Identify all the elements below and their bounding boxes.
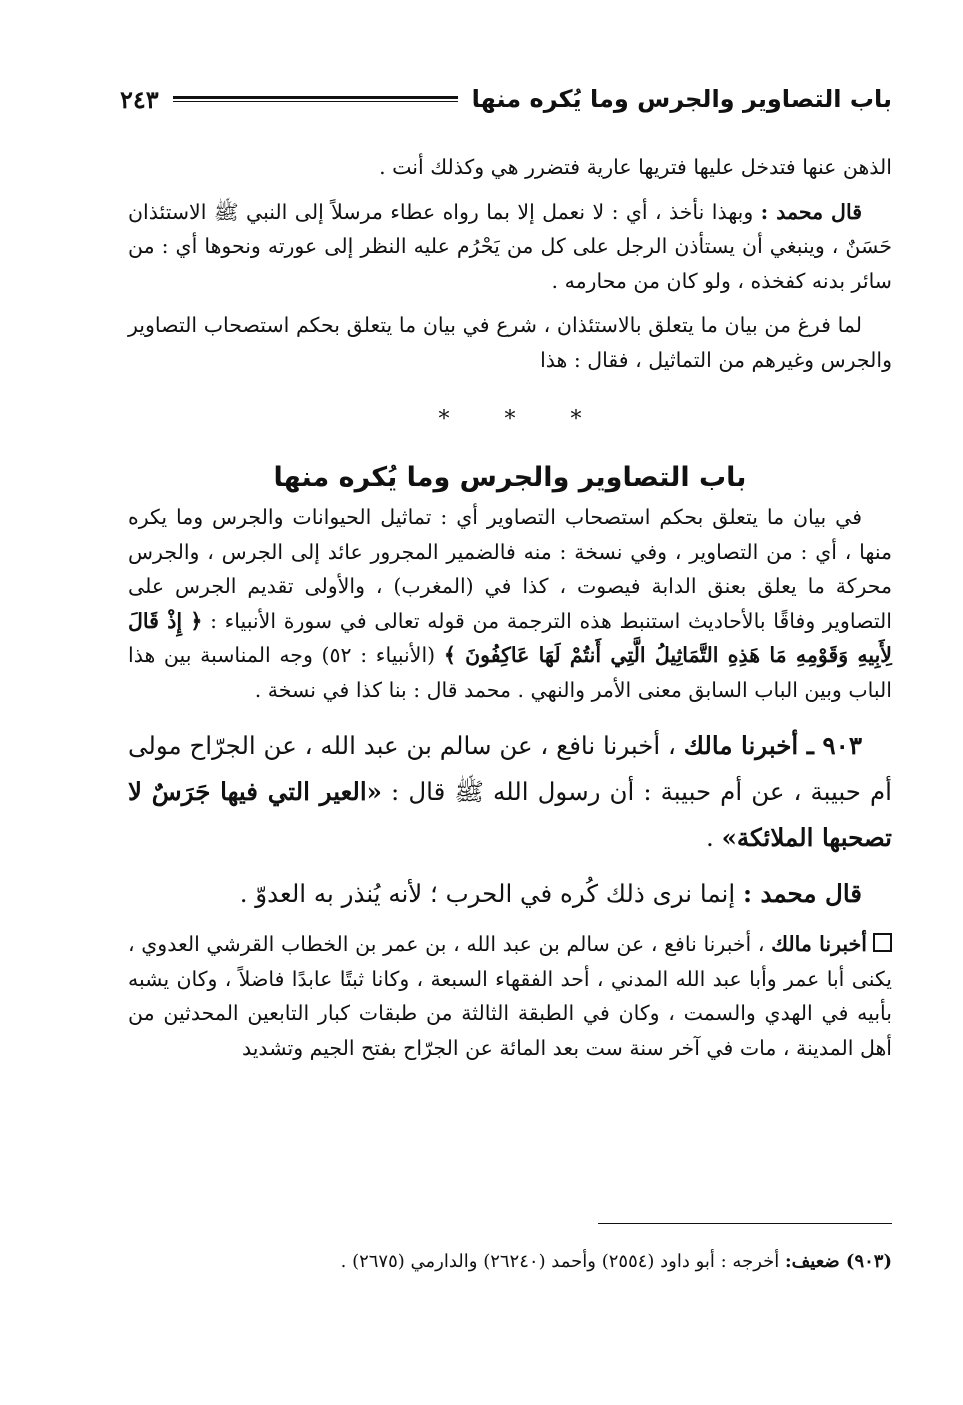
hadith-903	[128, 723, 892, 861]
hadith-lead: أخبرنا مالك	[683, 731, 807, 760]
comment-qala-muhammad	[128, 871, 892, 917]
footnote-label: (٩٠٣) ضعيف:	[784, 1251, 892, 1272]
chapter-intro	[128, 500, 892, 707]
square-marker-icon	[873, 933, 892, 952]
page-body	[128, 150, 892, 1065]
comment-text: إنما نرى ذلك كُره في الحرب ؛ لأنه يُنذر به العدوّ .	[239, 879, 743, 908]
chapter-title: باب التصاوير والجرس وما يُكره منها	[273, 462, 747, 493]
paragraph-transition	[128, 308, 892, 377]
chapter-intro-text-end: (الأنبياء : ٥٢) وجه المناسبة بين هذا الباب وبين الباب السابق معنى الأمر والنهي . محمد قال : بنا كذا في نسخة .	[128, 643, 892, 702]
explanation-text: ، أخبرنا نافع ، عن سالم بن عبد الله ، بن عمر بن الخطاب القرشي العدوي ، يكنى أبا عمر وأبا عبد الله المدني ، أحد الفقهاء السبعة ، وكانا ثبتًا عابدًا فاضلاً ، وكان يشبه بأبيه في الهدي والسمت ، وكان في الطبقة الثالثة من طبقات كبار التابعين المحدثين من أهل المدينة ، مات في آخر سنة ست بعد المائة عن الجرّاح بفتح الجيم وتشديد	[128, 932, 892, 1060]
quran-verse: ﴿ إِذْ قَالَ لِأَبِيهِ وَقَوْمِهِ مَا هَذِهِ التَّمَاثِيلُ الَّتِي أَنتُمْ لَهَا عَاكِفُونَ ﴾	[128, 608, 892, 667]
hadith-quote: «العير التي فيها جَرَسٌ لا تصحبها الملائكة»	[128, 777, 892, 852]
footnote-text: أخرجه : أبو داود (٢٥٥٤) وأحمد (٢٦٢٤٠) والدارمي (٢٦٧٥) .	[340, 1251, 785, 1272]
paragraph-text: لما فرغ من بيان ما يتعلق بالاستئذان ، شرع في بيان ما يتعلق بحكم استصحاب التصاوير والجرس وغيرهم من التماثيل ، فقال : هذا	[128, 313, 892, 372]
paragraph-continuation	[128, 150, 892, 185]
header-title: باب التصاوير والجرس وما يُكره منها	[471, 85, 892, 113]
explanation-paragraph	[128, 927, 892, 1065]
comment-lead: قال محمد :	[742, 879, 862, 908]
footnote	[128, 1248, 892, 1276]
chapter-intro-text: في بيان ما يتعلق بحكم استصحاب التصاوير أي : تماثيل الحيوانات والجرس وما يكره منها ، أي : من التصاوير ، وفي نسخة : منه فالضمير المجرور عائد إلى الجرس ، والجرس محركة ما يعلق بعنق الدابة فيصوت ، كذا في (المغرب) ، والأولى تقديم الجرس على التصاوير وفاقًا بالأحاديث استنبط هذه الترجمة من قوله تعالى في سورة الأنبياء :	[128, 505, 892, 633]
paragraph-qala-muhammad	[128, 195, 892, 299]
page-number: ٢٤٣	[120, 84, 159, 114]
paragraph-text: الذهن عنها فتدخل عليها فتريها عارية فتضرر هي وكذلك أنت .	[379, 155, 892, 179]
section-divider-stars: * * *	[438, 407, 582, 432]
header-rule	[173, 96, 458, 102]
qala-muhammad-lead: قال محمد :	[760, 199, 862, 224]
hadith-number: ٩٠٣ ـ	[806, 731, 862, 760]
hadith-end: .	[706, 823, 722, 852]
paragraph-text: وبهذا نأخذ ، أي : لا نعمل إلا بما رواه عطاء مرسلاً إلى النبي ﷺ الاستئذان حَسَنٌ ، وينبغي أن يستأذن الرجل على كل من يَحْرُم عليه النظر إلى عورته ونحوها أي : من سائر بدنه كفخذه ، ولو كان من محارمه .	[128, 199, 892, 293]
footnote-separator	[598, 1223, 892, 1224]
hadith-chain: ، أخبرنا نافع ، عن سالم بن عبد الله ، عن الجرّاح مولى أم حبيبة ، عن أم حبيبة : أن رسول الله ﷺ قال :	[128, 731, 892, 806]
running-header	[120, 78, 892, 120]
explanation-lead: أخبرنا مالك	[771, 932, 867, 956]
